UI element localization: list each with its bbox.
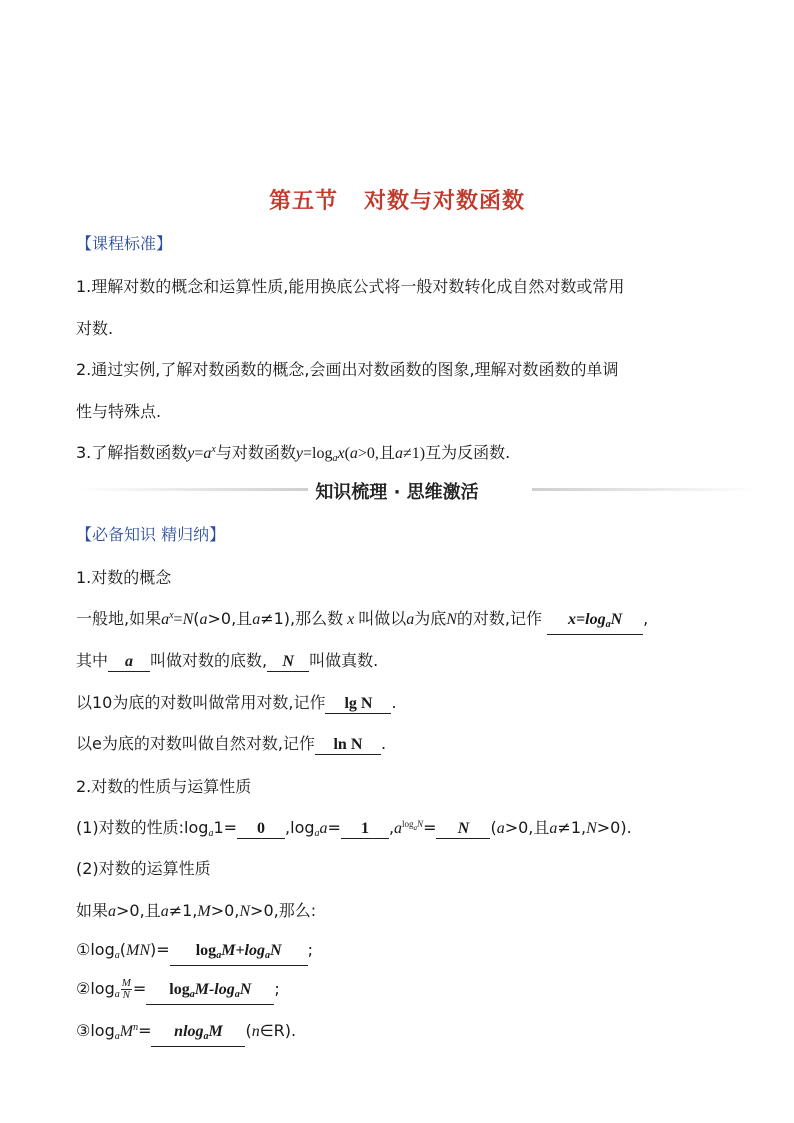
answer-blank-identity: N: [436, 820, 490, 839]
definition-line-2: 其中 a 叫做对数的底数, N 叫做真数.: [76, 651, 379, 670]
definition-line-1: 一般地,如果$a^x=N(a>0$,且a≠1),那么数 x 叫做以a为底N的对数,记作 $x=\log_aN$ ,: [76, 606, 648, 635]
answer-blank-log1: 0: [237, 820, 285, 839]
standard-item-3: 3.了解指数函数$y=a^x$与对数函数$y=\log_ax(a>0$,且a≠1)互为反函数.: [76, 443, 511, 464]
standard-item-1: 1.理解对数的概念和运算性质,能用换底公式将一般对数转化成自然对数或常用: [76, 277, 625, 296]
standard-item-3-label: 性与特殊点.: [76, 402, 162, 421]
answer-blank-power: nlog$_a$M: [151, 1023, 245, 1047]
property-line: (1)对数的性质$:\log_a1= 0$ $,\log_aa= 1$ $,a^{log_aN}= N$ (a>0,且a≠1,N>0).: [76, 818, 632, 839]
heading-operation-properties: (2)对数的运算性质: [76, 859, 211, 878]
answer-blank-product: $\log_aM+\log_aN$: [170, 942, 308, 966]
answer-blank-quotient: $\log_aM-\log_aN$: [146, 981, 274, 1005]
fraction-m-over-n: $\frac{M}{N}$: [121, 977, 131, 1001]
answer-blank-base: a: [108, 653, 150, 672]
common-log-line: 以10为底的对数叫做常用对数,记作 lg N .: [76, 693, 397, 712]
standard-item-1-cont: 对数.: [76, 319, 114, 338]
heading-log-properties: 2.对数的性质与运算性质: [76, 777, 252, 796]
divider-right: [532, 488, 760, 491]
section-heading: 知识梳理 · 思维激活: [315, 482, 479, 503]
natural-log-line: 以e为底的对数叫做自然对数,记作 ln N .: [76, 734, 387, 753]
answer-blank-ln: ln N: [315, 736, 381, 755]
answer-blank-definition: $x=\log_aN$: [547, 611, 643, 635]
standards-tag: 【课程标准】: [76, 234, 173, 253]
knowledge-tag: 【必备知识 精归纳】: [76, 525, 226, 544]
answer-blank-logaa: 1: [341, 820, 389, 839]
condition-line: 如果a>0,且a≠1,M>0,N>0,那么:: [76, 901, 317, 920]
rule-quotient: $②\log_a$ $\frac{M}{N}$ = $\log_aM-\log_aN$ ;: [76, 978, 280, 1005]
heading-log-concept: 1.对数的概念: [76, 568, 172, 587]
answer-blank-lg: lg N: [325, 695, 391, 714]
rule-power: $③\log_aM^n= nlog_aM$ (n∈R).: [76, 1021, 296, 1047]
rule-product: $①\log_a(MN)= \log_aM+\log_aN$ ;: [76, 940, 313, 966]
standard-item-2: 2.通过实例,了解对数函数的概念,会画出对数函数的图象,理解对数函数的单调: [76, 360, 619, 379]
page-title: 第五节 对数与对数函数: [268, 189, 526, 214]
answer-blank-antilog: N: [267, 653, 309, 672]
